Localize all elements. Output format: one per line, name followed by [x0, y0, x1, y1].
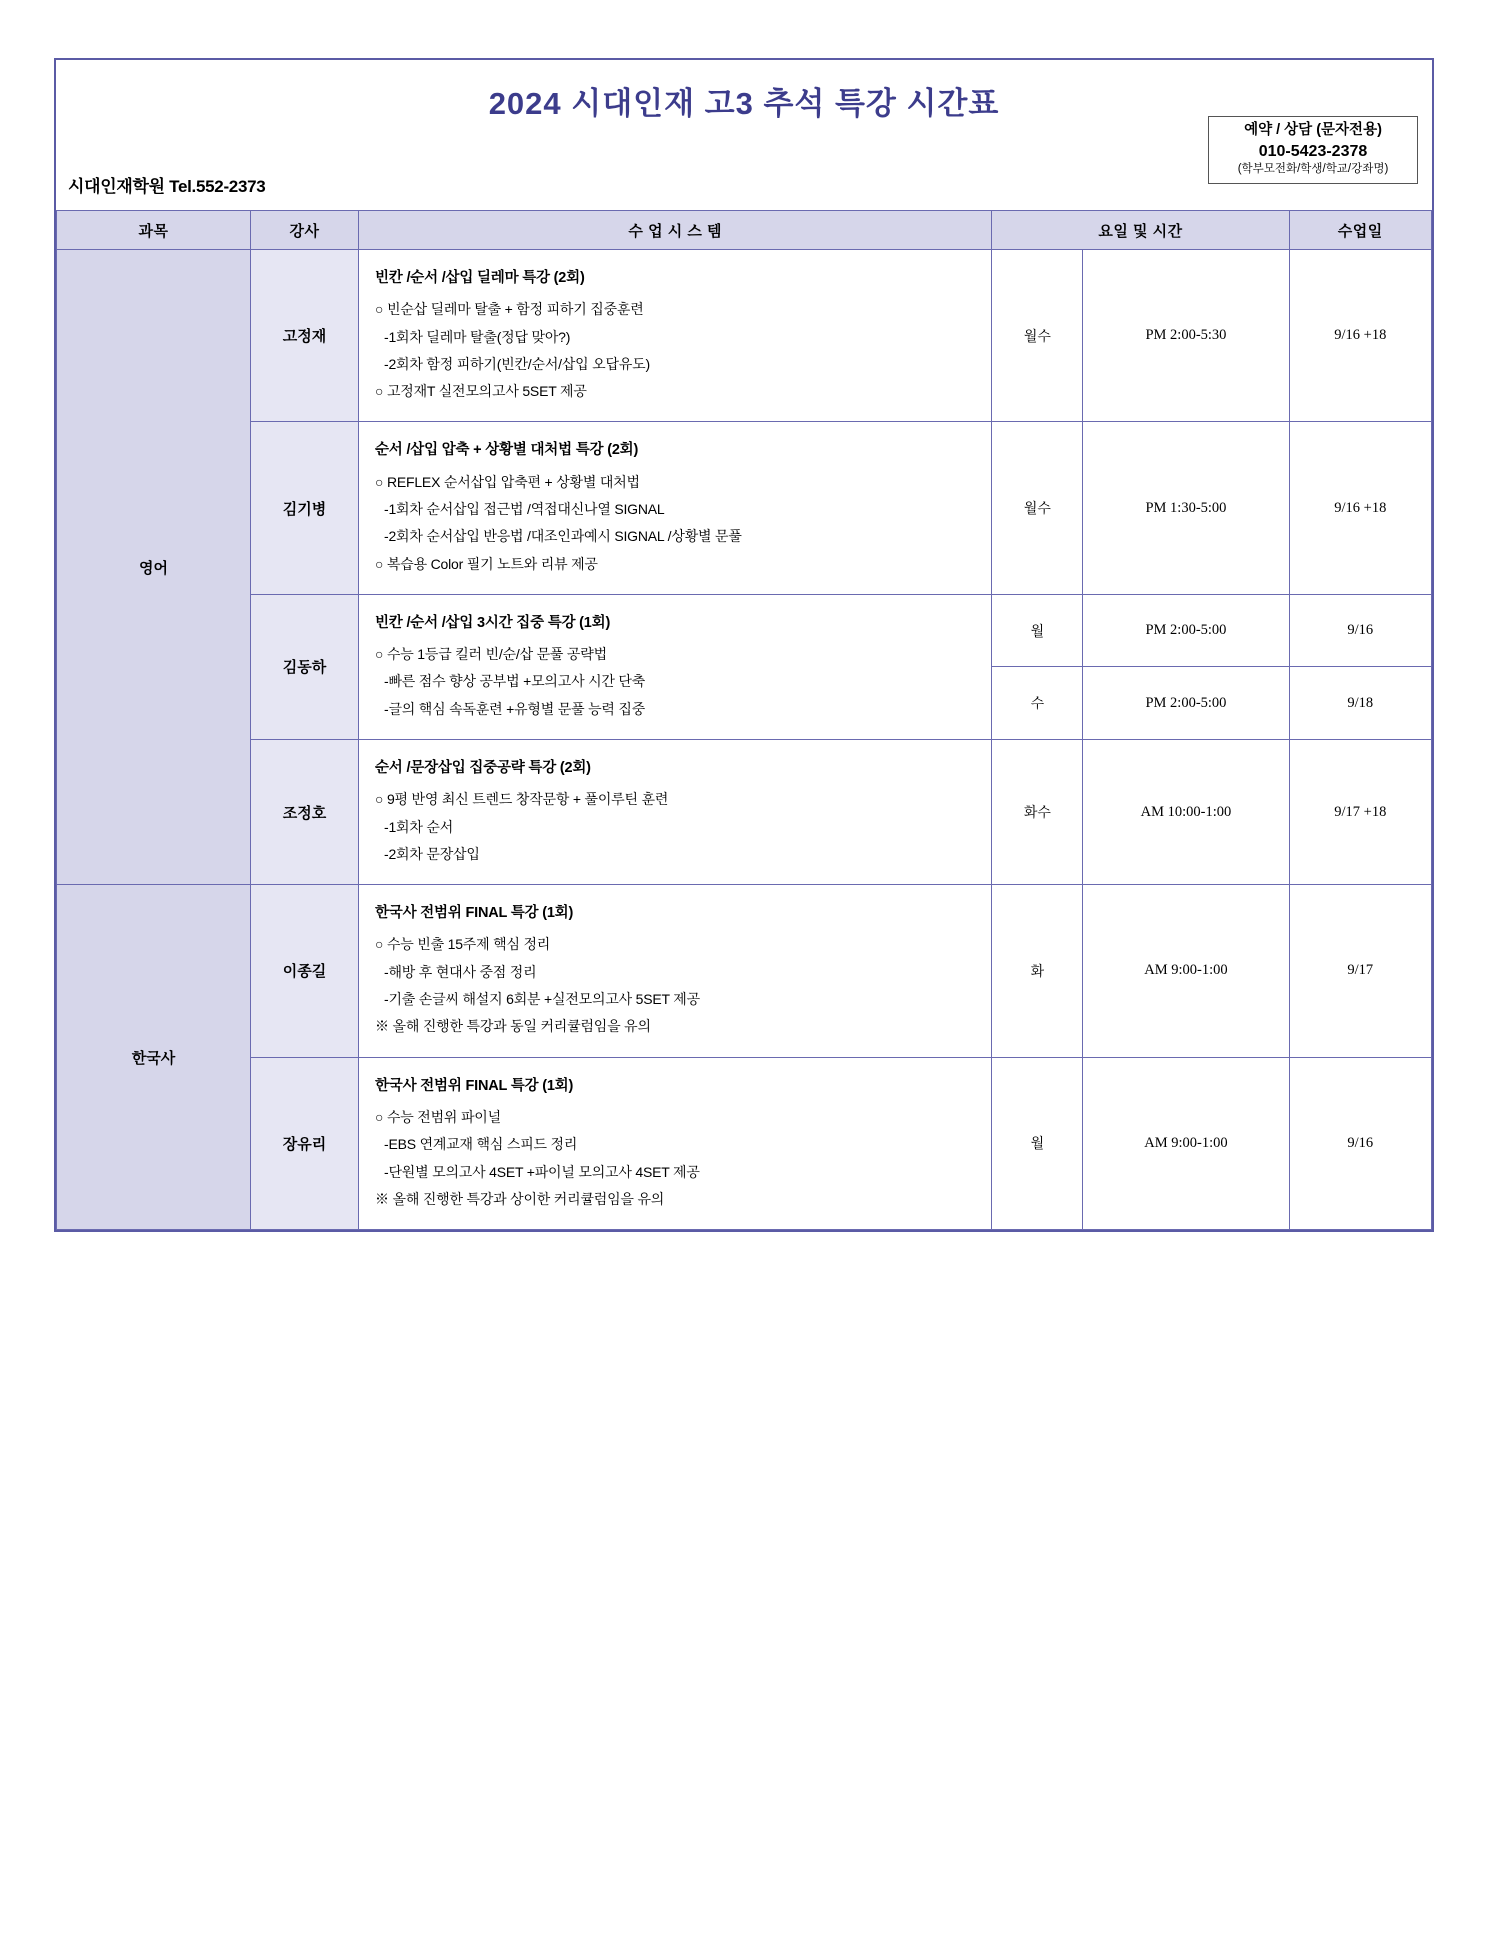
system-cell [359, 594, 992, 739]
date-cell: 9/16 [1289, 594, 1431, 667]
subject-cell: 한국사 [57, 885, 251, 1230]
teacher-cell: 조정호 [250, 740, 358, 885]
time-cell: PM 1:30-5:00 [1083, 422, 1289, 594]
system-title: 한국사 전범위 FINAL 특강 (1회) [375, 1077, 574, 1094]
column-header-subject: 과목 [57, 211, 251, 250]
system-line: -단원별 모의고사 4SET +파이널 모의고사 4SET 제공 [384, 1163, 700, 1180]
system-line: ○ 수능 빈출 15주제 핵심 정리 [375, 936, 551, 953]
date-cell: 9/18 [1289, 667, 1431, 740]
day-cell: 수 [992, 667, 1083, 740]
system-line: -2회차 함정 피하기(빈칸/순서/삽입 오답유도) [384, 355, 650, 372]
table-header [57, 211, 1432, 250]
table-row [57, 740, 1432, 885]
system-line: -기출 손글씨 해설지 6회분 +실전모의고사 5SET 제공 [384, 991, 700, 1008]
system-line: -2회차 순서삽입 반응법 /대조인과예시 SIGNAL /상황별 문풀 [384, 528, 742, 545]
document-header [56, 60, 1432, 210]
system-line: -2회차 문장삽입 [384, 845, 480, 862]
subject-cell: 영어 [57, 250, 251, 885]
system-cell [359, 422, 992, 594]
date-cell: 9/17 [1289, 885, 1431, 1057]
table-row [57, 885, 1432, 1057]
system-cell [359, 1057, 992, 1229]
system-line: -글의 핵심 속독훈련 +유형별 문풀 능력 집중 [384, 700, 646, 717]
system-line: ○ 9평 반영 최신 트렌드 창작문항 + 풀이루틴 훈련 [375, 791, 669, 808]
system-line: -해방 후 현대사 중점 정리 [384, 963, 537, 980]
date-cell: 9/17 +18 [1289, 740, 1431, 885]
time-cell: PM 2:00-5:00 [1083, 594, 1289, 667]
teacher-cell: 이종길 [250, 885, 358, 1057]
column-header-daytime: 요일 및 시간 [992, 211, 1289, 250]
contact-note: (학부모전화/학생/학교/강좌명) [1237, 163, 1389, 176]
schedule-sheet [54, 58, 1434, 1232]
contact-phone: 010-5423-2378 [1258, 142, 1368, 160]
system-title: 빈칸 /순서 /삽입 3시간 집중 특강 (1회) [375, 614, 611, 631]
day-cell: 화수 [992, 740, 1083, 885]
time-cell: PM 2:00-5:00 [1083, 667, 1289, 740]
date-cell: 9/16 +18 [1289, 422, 1431, 594]
system-line: -EBS 연계교재 핵심 스피드 정리 [384, 1136, 578, 1153]
system-line: -1회차 딜레마 탈출(정답 맞아?) [384, 328, 571, 345]
system-cell [359, 885, 992, 1057]
teacher-cell: 김기병 [250, 422, 358, 594]
contact-box [1208, 116, 1418, 184]
system-line: ○ REFLEX 순서삽입 압축편 + 상황별 대처법 [375, 473, 640, 490]
system-line: ○ 빈순삽 딜레마 탈출 + 함정 피하기 집중훈련 [375, 301, 644, 318]
day-cell: 화 [992, 885, 1083, 1057]
table-body [57, 250, 1432, 1230]
system-cell [359, 250, 992, 422]
system-line: ※ 올해 진행한 특강과 동일 커리큘럼임을 유의 [375, 1018, 651, 1035]
system-line: ※ 올해 진행한 특강과 상이한 커리큘럼임을 유의 [375, 1190, 665, 1207]
system-line: -빠른 점수 향상 공부법 +모의고사 시간 단축 [384, 673, 646, 690]
table-row [57, 594, 1432, 667]
contact-label: 예약 / 상담 (문자전용) [1244, 122, 1382, 138]
time-cell: AM 10:00-1:00 [1083, 740, 1289, 885]
day-cell: 월수 [992, 250, 1083, 422]
column-header-system: 수 업 시 스 템 [359, 211, 992, 250]
day-cell: 월수 [992, 422, 1083, 594]
date-cell: 9/16 [1289, 1057, 1431, 1229]
table-row [57, 250, 1432, 422]
system-title: 순서 /문장삽입 집중공략 특강 (2회) [375, 760, 591, 777]
teacher-cell: 고정재 [250, 250, 358, 422]
system-title: 한국사 전범위 FINAL 특강 (1회) [375, 905, 574, 922]
system-line: ○ 복습용 Color 필기 노트와 리뷰 제공 [375, 555, 598, 572]
teacher-cell: 장유리 [250, 1057, 358, 1229]
system-line: ○ 고정재T 실전모의고사 5SET 제공 [375, 383, 587, 400]
system-cell [359, 740, 992, 885]
system-line: ○ 수능 전범위 파이널 [375, 1108, 501, 1125]
system-line: -1회차 순서 [384, 818, 454, 835]
column-header-date: 수업일 [1289, 211, 1431, 250]
date-cell: 9/16 +18 [1289, 250, 1431, 422]
academy-name: 시대인재학원 Tel.552-2373 [68, 177, 266, 196]
time-cell: AM 9:00-1:00 [1083, 1057, 1289, 1229]
table-row [57, 1057, 1432, 1229]
system-title: 순서 /삽입 압축 + 상황별 대처법 특강 (2회) [375, 442, 639, 459]
time-cell: PM 2:00-5:30 [1083, 250, 1289, 422]
table-row [57, 422, 1432, 594]
page-title: 2024 시대인재 고3 추석 특강 시간표 [488, 86, 1000, 121]
column-header-teacher: 강사 [250, 211, 358, 250]
table-header-row [57, 211, 1432, 250]
system-line: -1회차 순서삽입 접근법 /역접대신나열 SIGNAL [384, 501, 665, 518]
system-title: 빈칸 /순서 /삽입 딜레마 특강 (2회) [375, 270, 585, 286]
day-cell: 월 [992, 594, 1083, 667]
time-cell: AM 9:00-1:00 [1083, 885, 1289, 1057]
day-cell: 월 [992, 1057, 1083, 1229]
system-line: ○ 수능 1등급 킬러 빈/순/삽 문풀 공략법 [375, 646, 607, 663]
teacher-cell: 김동하 [250, 594, 358, 739]
schedule-table [56, 210, 1432, 1230]
